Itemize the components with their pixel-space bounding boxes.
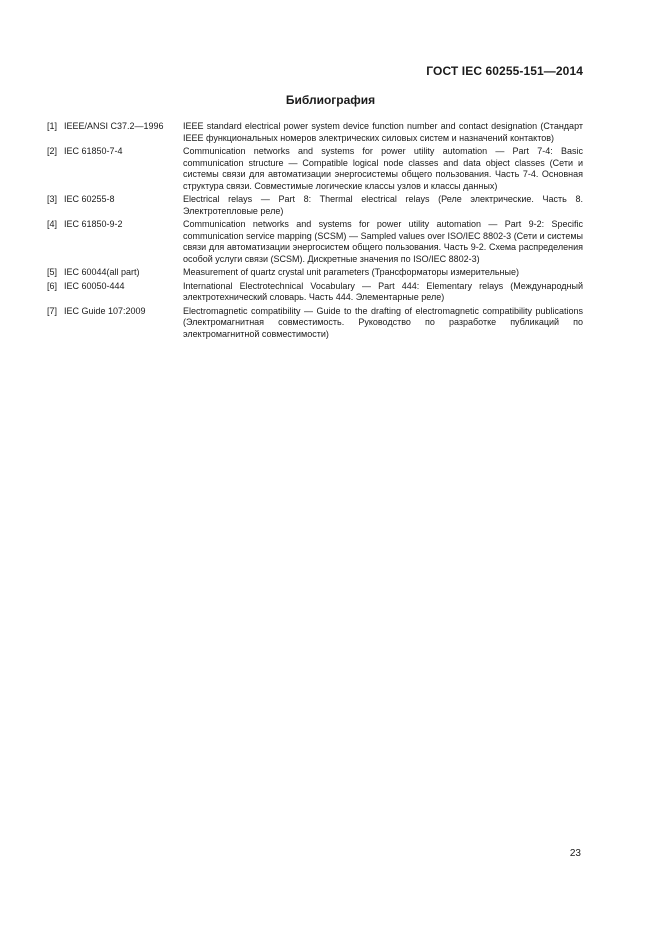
- bibliography-entry-number: [2]: [47, 146, 58, 156]
- bibliography-entry-number: [6]: [47, 280, 58, 291]
- bibliography-entry-title: Measurement of quartz crystal unit parameters (Трансформаторы измерительные): [183, 267, 519, 277]
- page-number: 23: [569, 848, 581, 859]
- bibliography-entry: [47, 306, 583, 341]
- bibliography-reference: [47, 121, 183, 133]
- bibliography-entry-number: [7]: [47, 305, 58, 316]
- section-title: Библиография: [285, 93, 376, 107]
- bibliography-entry-number: [4]: [47, 219, 58, 229]
- bibliography-entry-code: IEEE/ANSI C37.2—1996: [64, 121, 164, 131]
- bibliography-reference: [47, 306, 183, 318]
- bibliography-reference: [47, 267, 183, 279]
- bibliography-entry-title: Electrical relays — Part 8: Thermal electrical relays (Реле электрические. Часть 8. Электротепловые реле): [183, 194, 583, 216]
- bibliography-reference: [47, 146, 183, 158]
- bibliography-entry-code: IEC Guide 107:2009: [64, 305, 146, 316]
- bibliography-entry-title: Electromagnetic compatibility — Guide to the drafting of electromagnetic compatibility publications (Электромагнитная совместимость. Руководство по разработке публикаций по электромагнитной совместимости): [183, 305, 583, 339]
- bibliography-entry-number: [1]: [47, 121, 58, 131]
- bibliography-entry: [47, 121, 583, 144]
- bibliography-entry-code: IEC 61850-7-4: [64, 146, 123, 156]
- bibliography-entry-code: IEC 60044(all part): [64, 267, 140, 277]
- bibliography-reference: [47, 194, 183, 206]
- bibliography-entry: [47, 194, 583, 217]
- bibliography-entry-title: Communication networks and systems for power utility automation — Part 7-4: Basic communication structure — Compatible logical node classes and data object classes (Сети и системы связи для автоматизации энергосистемы общего пользования. Часть 7-4. Основная структура связи. Совместимые логические классы узлов и классы данных): [183, 146, 583, 191]
- bibliography-entry: [47, 267, 583, 279]
- bibliography-entry-title: IEEE standard electrical power system device function number and contact designation (Стандарт IEEE функциональных номеров электрических силовых систем и назначений контактов): [183, 121, 583, 143]
- document-standard-code: ГОСТ IEC 60255-151—2014: [426, 64, 583, 78]
- bibliography-list: [47, 121, 583, 342]
- bibliography-entry-number: [3]: [47, 194, 58, 204]
- bibliography-entry-code: IEC 60255-8: [64, 194, 115, 204]
- bibliography-entry: [47, 219, 583, 265]
- bibliography-entry: [47, 146, 583, 192]
- bibliography-entry-code: IEC 61850-9-2: [64, 219, 123, 229]
- bibliography-entry-title: International Electrotechnical Vocabulary — Part 444: Elementary relays (Международный электротехнический словарь. Часть 444. Элементарные реле): [183, 280, 583, 302]
- bibliography-reference: [47, 219, 183, 231]
- bibliography-entry-title: Communication networks and systems for power utility automation — Part 9-2: Specific communication service mapping (SCSM) — Sampled values over ISO/IEC 8802-3 (Сети и системы связи для автоматизации энергосистем общего пользования. Часть 9-2. Схема распределения особой услуги связи (SCSM). Дискретные значения по ISO/IEC 8802-3): [183, 219, 583, 264]
- bibliography-entry-number: [5]: [47, 267, 58, 277]
- bibliography-entry-code: IEC 60050-444: [64, 280, 125, 291]
- bibliography-entry: [47, 281, 583, 304]
- bibliography-reference: [47, 281, 183, 293]
